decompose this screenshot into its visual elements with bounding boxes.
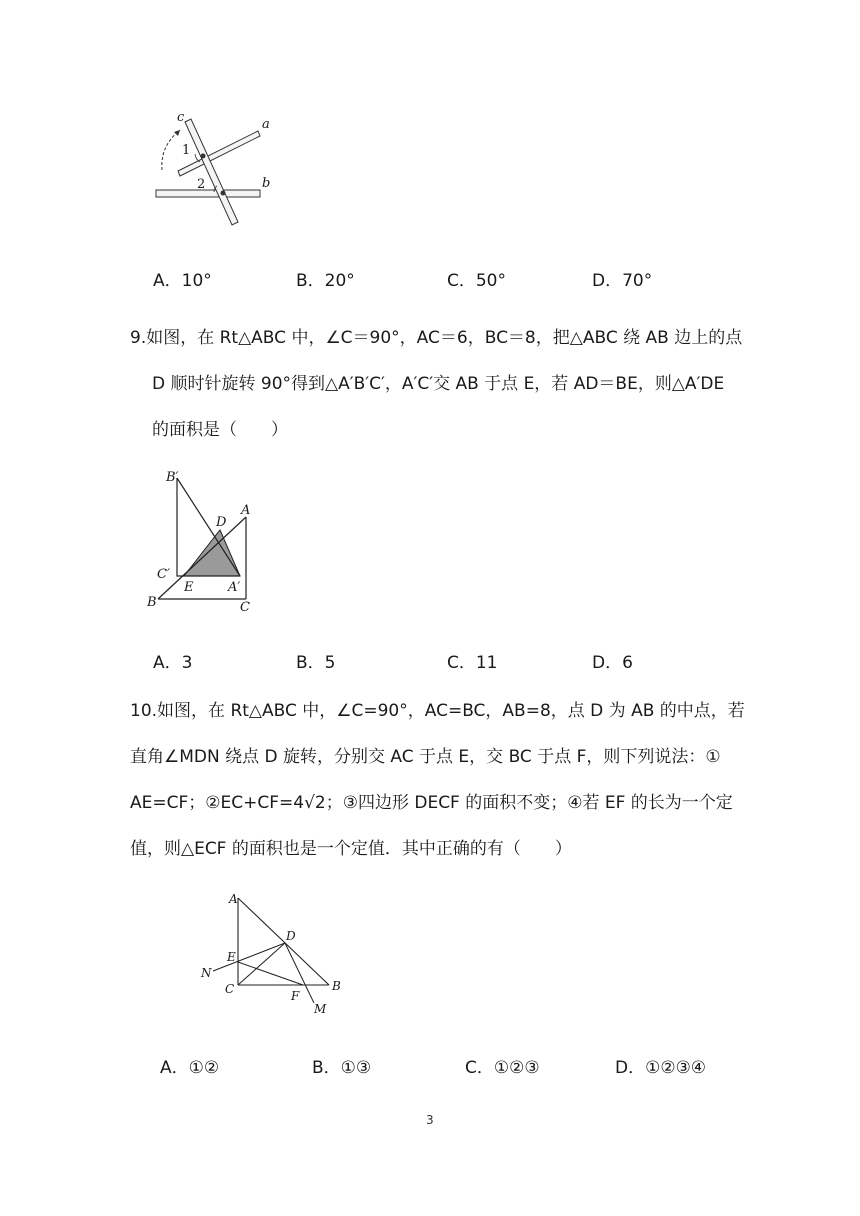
q9-stem-line2: D 顺时针旋转 90°得到△A′B′C′，A′C′交 AB 于点 E，若 AD＝BE，则△A′DE bbox=[152, 374, 725, 394]
q10-stem-line3: AE=CF；②EC+CF=4√2；③四边形 DECF 的面积不变；④若 EF 的长为一个定 bbox=[130, 793, 733, 813]
q9-label-c-prime: C′ bbox=[157, 567, 170, 582]
q9-option-b: B．5 bbox=[296, 653, 336, 673]
page-number: 3 bbox=[426, 1113, 434, 1127]
q10-option-c: C．①②③ bbox=[465, 1058, 540, 1078]
q10-label-c: C bbox=[225, 982, 235, 996]
q9-option-c: C．11 bbox=[447, 653, 498, 673]
q10-option-d: D．①②③④ bbox=[615, 1058, 707, 1078]
q10-label-e: E bbox=[227, 950, 236, 964]
q8-label-b: b bbox=[262, 176, 271, 191]
q9-option-a: A．3 bbox=[153, 653, 193, 673]
q8-label-2: 2 bbox=[197, 177, 206, 192]
q9-label-a-prime: A′ bbox=[228, 580, 241, 595]
q10-option-b: B．①③ bbox=[312, 1058, 372, 1078]
q8-option-b: B．20° bbox=[296, 271, 355, 291]
q10-label-b: B bbox=[332, 979, 341, 993]
q9-label-b: B bbox=[147, 595, 157, 610]
q9-label-b-prime: B′ bbox=[166, 470, 179, 485]
q10-stem-line4: 值，则△ECF 的面积也是一个定值．其中正确的有（ ） bbox=[130, 839, 572, 859]
q10-label-m: M bbox=[314, 1002, 327, 1016]
q8-option-a: A．10° bbox=[153, 271, 212, 291]
q8-label-a: a bbox=[262, 117, 270, 132]
q10-option-a: A．①② bbox=[160, 1058, 220, 1078]
q8-label-c: c bbox=[177, 110, 185, 125]
q10-label-d: D bbox=[286, 929, 296, 943]
q8-figure bbox=[140, 108, 290, 233]
q9-figure bbox=[140, 466, 265, 616]
q8-label-1: 1 bbox=[182, 143, 191, 158]
q8-option-c: C．50° bbox=[447, 271, 507, 291]
q10-label-a: A bbox=[229, 892, 238, 906]
q10-label-f: F bbox=[291, 989, 300, 1003]
q9-label-e: E bbox=[184, 580, 194, 595]
q8-option-d: D．70° bbox=[592, 271, 653, 291]
q9-option-d: D．6 bbox=[592, 653, 633, 673]
q10-label-n: N bbox=[201, 966, 212, 980]
q9-label-c: C bbox=[240, 600, 250, 615]
q9-label-d: D bbox=[216, 515, 227, 530]
q10-stem-line2: 直角∠MDN 绕点 D 旋转，分别交 AC 于点 E，交 BC 于点 F，则下列说法：① bbox=[130, 747, 721, 767]
q9-stem-line3: 的面积是（ ） bbox=[152, 420, 288, 440]
q9-stem-line1: 9.如图，在 Rt△ABC 中，∠C＝90°，AC＝6，BC＝8，把△ABC 绕 AB 边上的点 bbox=[130, 328, 743, 348]
q10-stem-line1: 10.如图，在 Rt△ABC 中，∠C=90°，AC=BC，AB=8，点 D 为 AB 的中点，若 bbox=[130, 701, 745, 721]
q10-figure bbox=[195, 888, 355, 1018]
q9-label-a: A bbox=[241, 503, 251, 518]
